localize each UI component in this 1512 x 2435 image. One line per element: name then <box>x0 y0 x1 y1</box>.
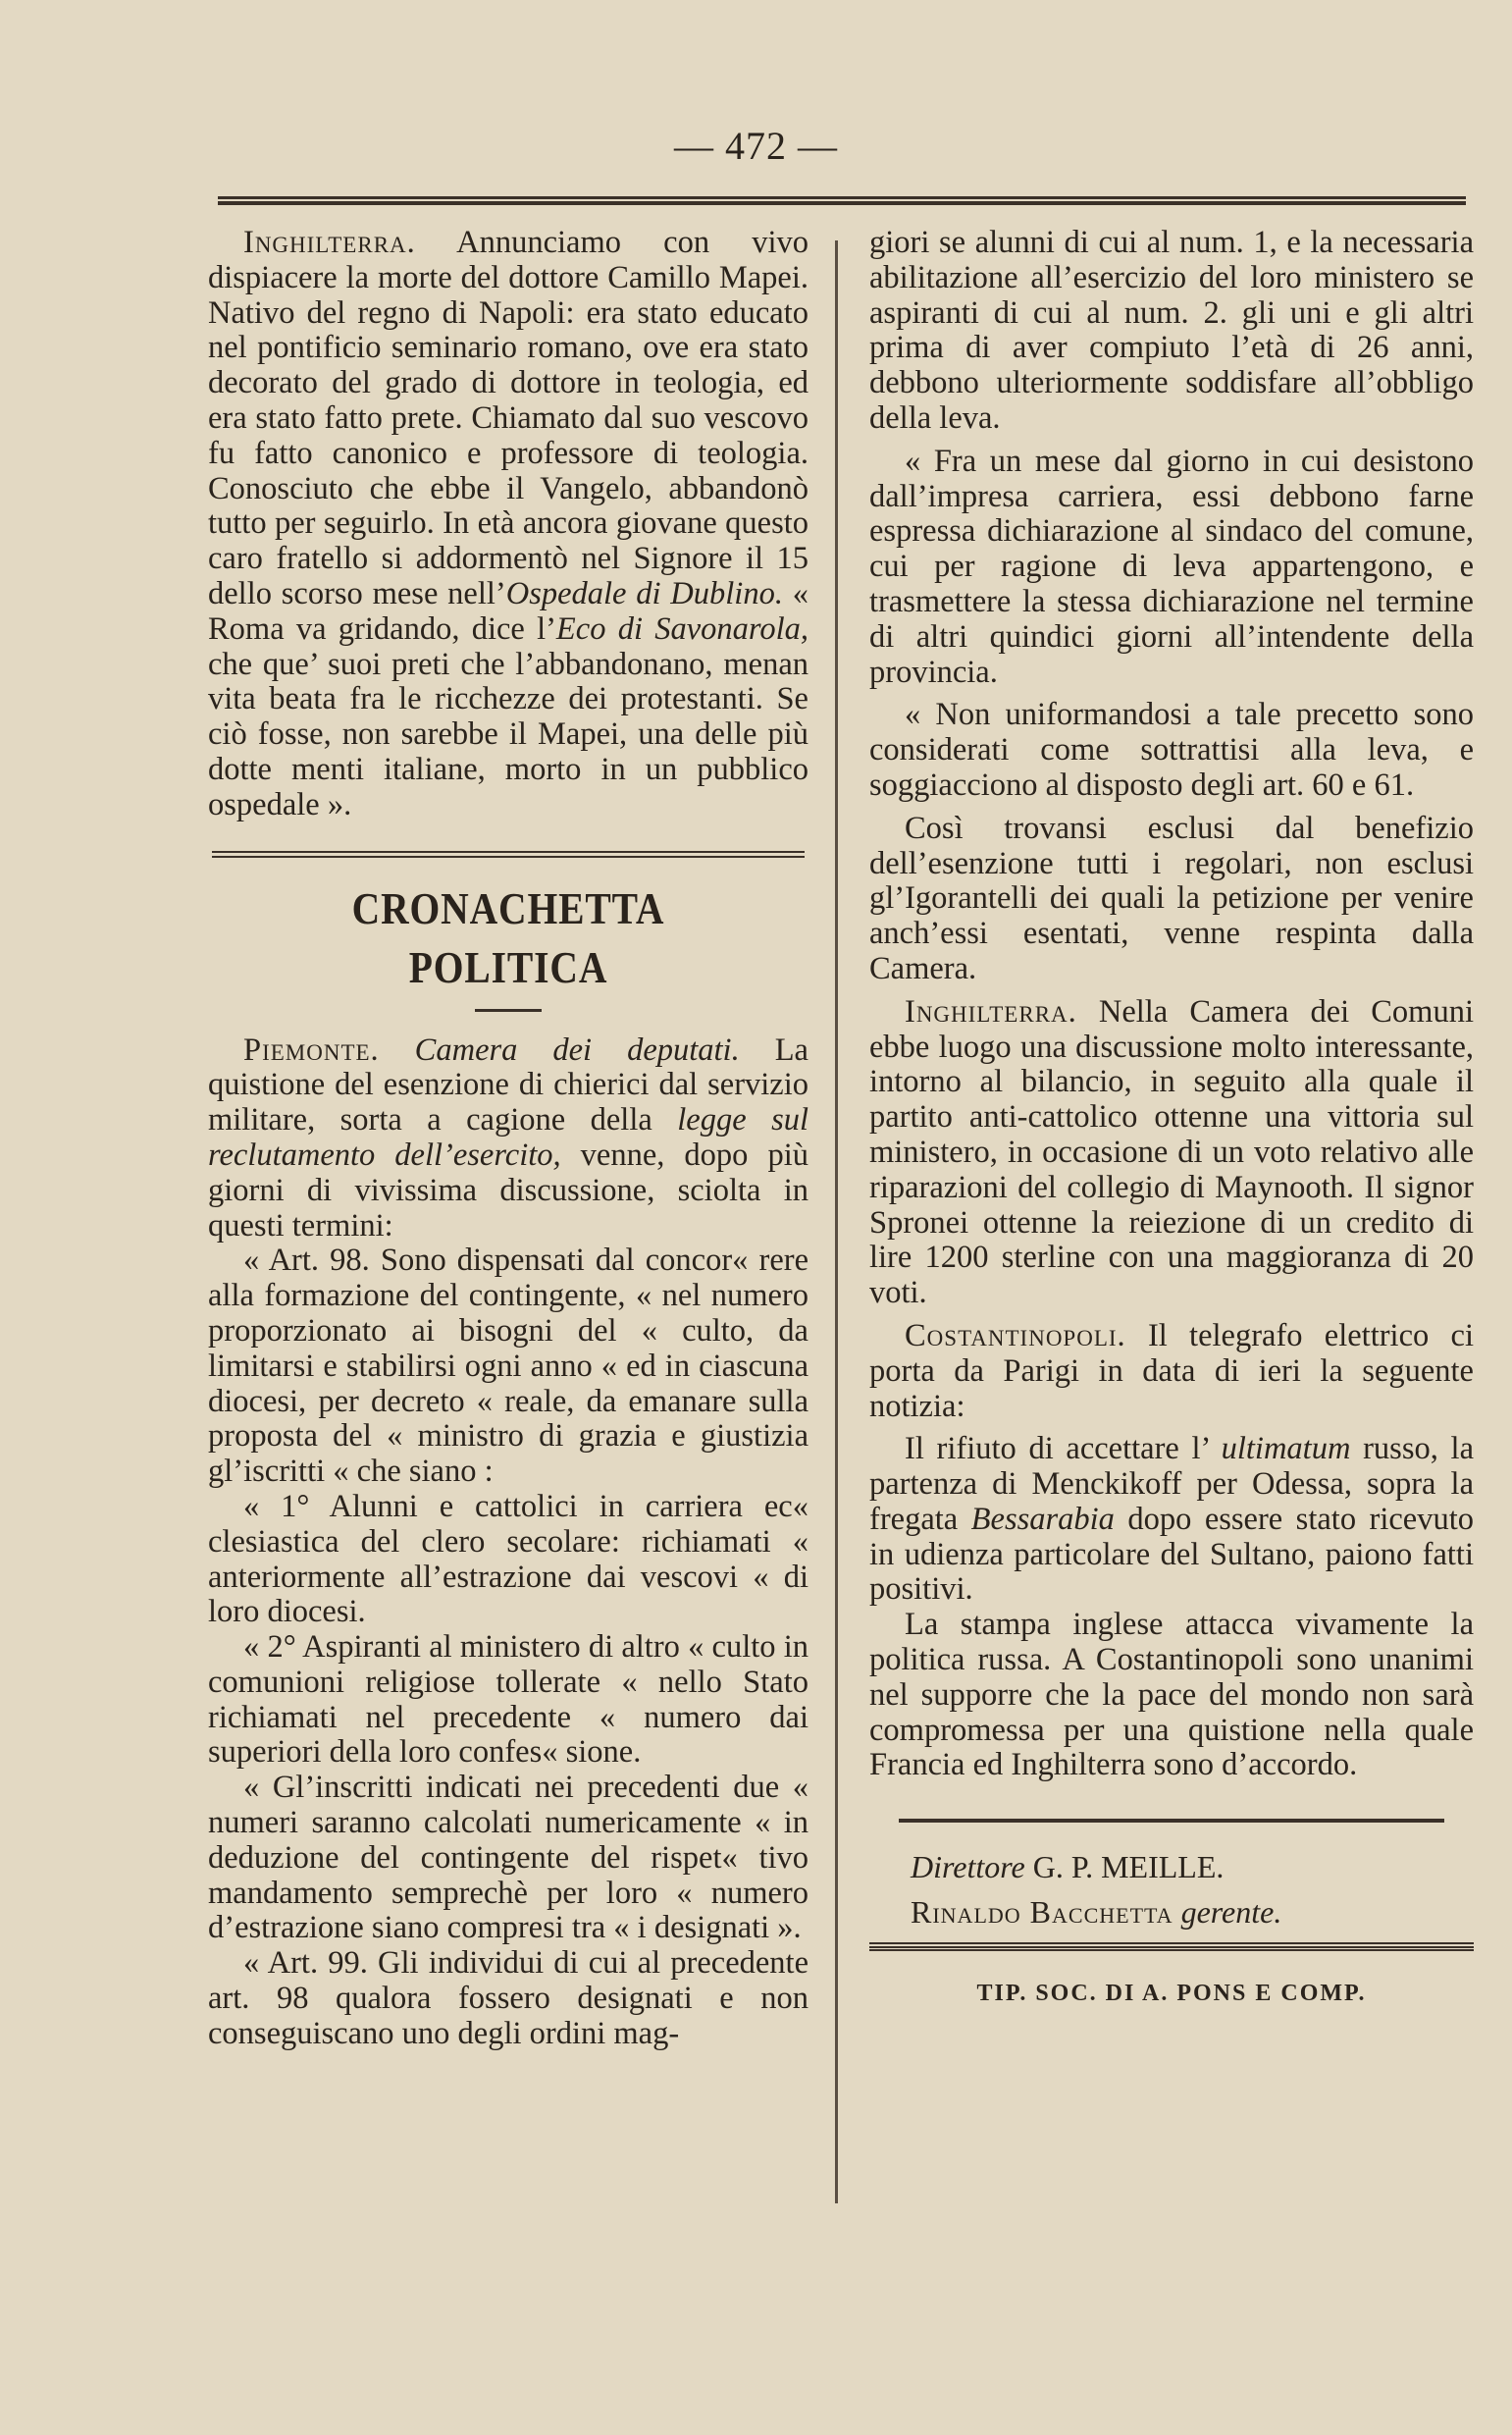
fra-un-mese-paragraph: « Fra un mese dal giorno in cui desistono dall’impresa carriera, essi debbono farne espressa dichiarazione al sindaco del comune, cui per ragione di leva appartengono, e trasmettere la stessa dichiarazione nel termine di altri quindici giorni all’intendente della provincia. <box>869 443 1474 690</box>
art98-paragraph: « Art. 98. Sono dispensati dal concor« rere alla formazione del contingente, « nel numero proporzionato ai bisogni del « culto, da limitarsi e stabilirsi ogni anno « ed in ciascuna diocesi, per decreto « reale, da emanare sulla proposta del « ministro di grazia e giustizia gl’iscritti « che siano : <box>208 1243 808 1490</box>
footer-rule <box>869 1942 1474 1951</box>
obituary-text-2: « Roma va gridando, dice l’ <box>208 575 808 647</box>
manager-label: gerente. <box>1173 1894 1282 1931</box>
inghilterra-text: Nella Camera dei Comuni ebbe luogo una discussione molto interessante, intorno al bilancio, in seguito alla quale il partito anti-cattolico ottenne una vittoria sul ministero, in occasione di un voto relativo alle riparazioni del collegio di Maynooth. Il signor Spronei ottenne la reiezione di un credito di lire 1200 sterline con una maggioranza di 20 voti. <box>869 993 1474 1311</box>
title-underline <box>475 1009 542 1012</box>
item1-paragraph: « 1° Alunni e cattolici in carriera ec« clesiastica del clero secolare: richiamati « anteriormente all’estrazione dai vescovi « di loro diocesi. <box>208 1488 808 1630</box>
rifiuto-paragraph <box>869 1432 1474 1608</box>
director-label: Direttore <box>911 1849 1025 1885</box>
obituary-paragraph <box>208 226 808 823</box>
art99-paragraph: « Art. 99. Gli individui di cui al precedente art. 98 qualora fossero designati e non conseguiscano uno degli ordini mag- <box>208 1945 808 2051</box>
inghilterra-lead: Inghilterra. <box>905 993 1077 1030</box>
cosi-paragraph: Così trovansi esclusi dal benefizio dell’esenzione tutti i regolari, non esclusi gl’Igorantelli dei quali la petizione per venire anch’essi esentati, venne respinta dalla Camera. <box>869 810 1474 986</box>
right-column <box>869 226 1474 2012</box>
director-line <box>911 1844 1474 1889</box>
obituary-italic-2: Eco di Savonarola, <box>555 610 808 647</box>
director-name: G. P. MEILLE. <box>1024 1849 1225 1885</box>
column-divider <box>835 240 838 2203</box>
stampa-paragraph: La stampa inglese attacca vivamente la politica russa. A Costantinopoli sono unanimi nel supporre che la pace del mondo non sarà compromessa per una quistione nella quale Francia ed Inghilterra sono d’accordo. <box>869 1607 1474 1783</box>
costantinopoli-lead: Costantinopoli. <box>905 1317 1126 1353</box>
manager-name: Rinaldo Bacchetta <box>911 1894 1173 1931</box>
piemonte-lead: Piemonte. <box>243 1032 380 1068</box>
rifiuto-text-1: Il rifiuto di accettare l’ <box>905 1431 1222 1467</box>
manager-line <box>911 1889 1474 1934</box>
piemonte-text-2: venne, dopo più giorni di vivissima discussione, sciolta in questi termini: <box>208 1137 808 1244</box>
section-rule <box>212 851 805 858</box>
rifiuto-text-3: dopo essere stato ricevuto in udienza particolare del Sultano, paiono fatti positivi. <box>869 1501 1475 1608</box>
non-uniformandosi-paragraph: « Non uniformandosi a tale precetto sono considerati come sottrattisi alla leva, e soggiacciono al disposto degli art. 60 e 61. <box>869 697 1474 803</box>
printer-imprint: TIP. SOC. DI A. PONS E COMP. <box>976 1981 1367 2007</box>
piemonte-italic-1: legge sul reclutamento dell’esercito, <box>208 1102 809 1173</box>
art99-continued: giori se alunni di cui al num. 1, e la necessaria abilitazione all’esercizio del loro ministero se aspiranti di cui al num. 2. gli uni e gli altri prima di aver compiuto l’età di 26 anni, debbono ulteriormente soddisfare all’obbligo della leva. <box>869 225 1474 436</box>
rifiuto-italic-1: ultimatum <box>1221 1431 1351 1467</box>
piemonte-text-1: La quistione del esenzione di chierici dal servizio militare, sorta a cagione della <box>208 1032 808 1138</box>
section-title: CRONACHETTA POLITICA <box>351 882 665 992</box>
piemonte-italic-lead: Camera dei deputati. <box>379 1032 740 1068</box>
piemonte-paragraph <box>208 1033 808 1244</box>
obituary-text-3: che que’ suoi preti che l’abbandonano, menan vita beata fra le ricchezze dei protestanti. Se ciò fosse, non sarebbe il Mapei, una delle più dotte menti italiane, morto in un pubblico ospedale ». <box>208 646 808 822</box>
costantinopoli-paragraph <box>869 1319 1474 1424</box>
costantinopoli-text: Il telegrafo elettrico ci porta da Parigi in data di ieri la seguente notizia: <box>869 1317 1474 1424</box>
header-rule <box>218 196 1466 205</box>
signature-rule <box>899 1819 1444 1823</box>
obituary-italic-1: Ospedale di Dublino. <box>505 575 783 611</box>
rifiuto-italic-2: Bessarabia <box>970 1501 1115 1537</box>
obituary-lead: Inghilterra. <box>243 225 416 260</box>
item2-paragraph: « 2° Aspiranti al ministero di altro « culto in comunioni religiose tollerate « nello Stato richiamati nel precedente « numero dai superiori della loro confes« sione. <box>208 1629 808 1771</box>
signature-block <box>911 1844 1474 1934</box>
inscritti-paragraph: « Gl’inscritti indicati nei precedenti due « numeri saranno calcolati numericamente « in deduzione del contingente del rispet« tivo mandamento semprechè per loro « numero d’estrazione siano compresi tra « i designati ». <box>208 1770 808 1946</box>
page-number: — 472 — <box>674 124 838 168</box>
inghilterra-paragraph <box>869 995 1474 1311</box>
obituary-text-1: Annunciamo con vivo dispiacere la morte del dottore Camillo Mapei. Nativo del regno di Napoli: era stato educato nel pontificio seminario romano, ove era stato decorato del grado di dottore in teologia, ed era stato fatto prete. Chiamato dal suo vescovo fu fatto canonico e professore di teologia. Conosciuto che ebbe il Vangelo, abbandonò tutto per seguirlo. In età ancora giovane questo caro fratello si addormentò nel Signore il 15 dello scorso mese nell’ <box>208 225 808 611</box>
rifiuto-text-2: russo, la partenza di Menckikoff per Odessa, sopra la fregata <box>869 1431 1474 1537</box>
left-column <box>208 226 808 2052</box>
